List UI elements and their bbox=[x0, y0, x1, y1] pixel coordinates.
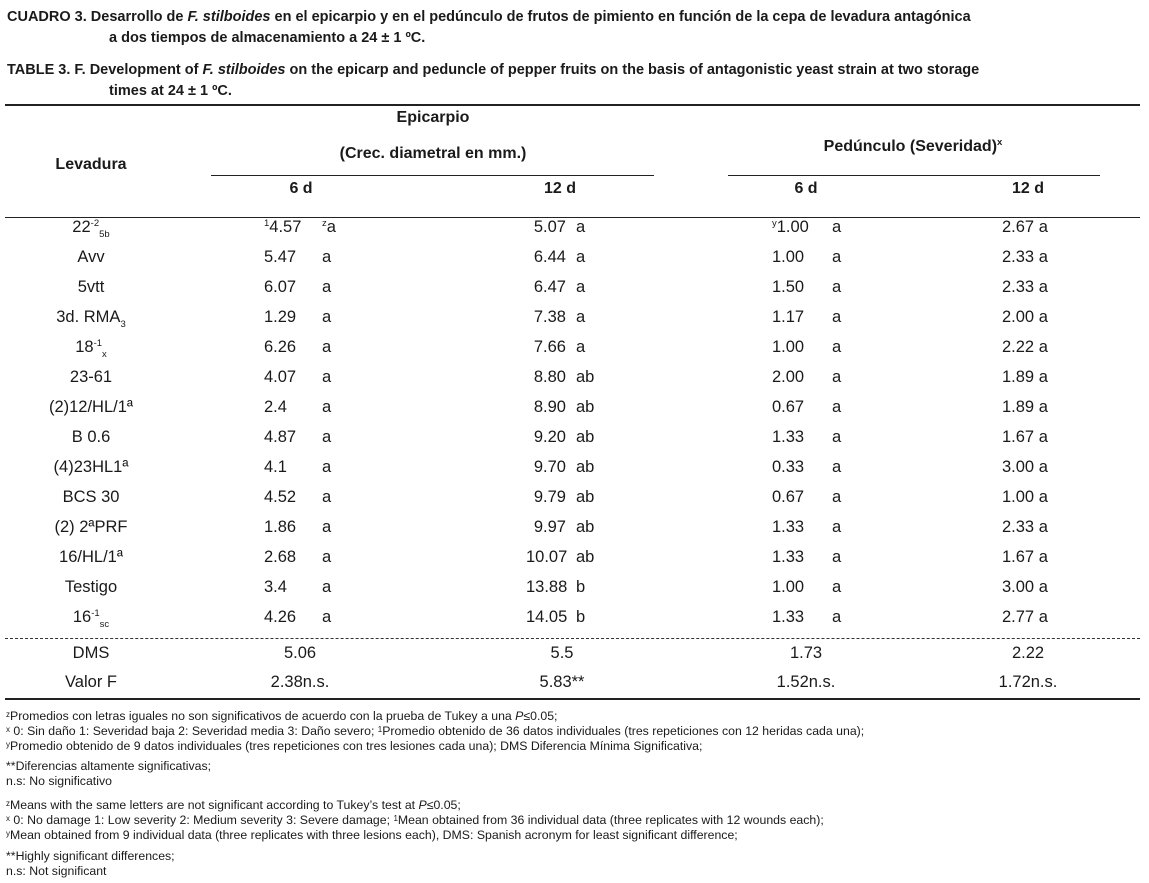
caption-en-species: F. stilboides bbox=[202, 62, 286, 78]
ped-12d-value: 2.22 a bbox=[1002, 338, 1048, 356]
ped-6d-letter: a bbox=[832, 548, 842, 566]
header-pedunculo bbox=[760, 137, 1066, 156]
footnote-text: n.s: No significativo bbox=[6, 774, 112, 788]
ped-6d-letter: a bbox=[832, 218, 842, 236]
epi-6d-value bbox=[264, 578, 287, 597]
levadura-name: Testigo bbox=[64, 578, 118, 596]
levadura-subscript: sc bbox=[99, 619, 110, 630]
stats-dashed-rule bbox=[5, 638, 1140, 639]
epi-6d-letter bbox=[322, 368, 331, 387]
footnote-text: 0: Sin daño 1: Severidad baja 2: Severidad media 3: Daño severo; bbox=[10, 724, 378, 738]
epi-6d-value bbox=[264, 548, 296, 567]
epi-12d-number: 9.70 bbox=[533, 458, 566, 476]
table-top-rule bbox=[5, 104, 1140, 106]
row-levadura bbox=[0, 578, 182, 597]
epi-12d-number: 5.07 bbox=[533, 218, 566, 236]
ped-12d-value: 1.67 a bbox=[1002, 548, 1048, 566]
row-levadura bbox=[0, 458, 182, 477]
epi-6d-letter-text: a bbox=[322, 368, 332, 386]
footnote-italic: P bbox=[418, 798, 427, 812]
epi-12d-number: 9.79 bbox=[533, 488, 566, 506]
header-epi-12d: 12 d bbox=[543, 180, 576, 197]
footnote-mark: y bbox=[6, 829, 10, 838]
epi-6d-letter-text: a bbox=[322, 608, 332, 626]
stat-epi-6d: 2.38n.s. bbox=[270, 673, 330, 691]
row-levadura bbox=[0, 218, 182, 240]
ped-6d-letter: a bbox=[832, 368, 842, 386]
epi-12d-number: 6.47 bbox=[533, 278, 566, 296]
epi-6d-letter-text: a bbox=[322, 428, 332, 446]
epi-6d-letter bbox=[322, 428, 331, 447]
epi-6d-letter-text: a bbox=[322, 548, 332, 566]
levadura-name: BCS 30 bbox=[62, 488, 120, 506]
levadura-superscript: -2 bbox=[90, 218, 100, 229]
footnote-mark: x bbox=[6, 725, 10, 734]
footnote-mark: y bbox=[6, 740, 10, 749]
epi-12d-letter: a bbox=[576, 308, 586, 326]
ped-6d-value bbox=[772, 248, 804, 267]
levadura-subscript: 5b bbox=[99, 229, 110, 240]
stat-epi-12d: 5.83** bbox=[539, 673, 585, 691]
epi-12d-letter: a bbox=[576, 248, 586, 266]
epi-12d-number: 10.07 bbox=[526, 548, 568, 566]
footnote-line bbox=[6, 849, 175, 864]
footnote-mark: x bbox=[6, 814, 10, 823]
ped-6d-number: 1.33 bbox=[772, 518, 805, 536]
epi-12d-letter: ab bbox=[576, 458, 595, 476]
ped-6d-number: 1.33 bbox=[772, 428, 805, 446]
epi-6d-letter-text: a bbox=[322, 398, 332, 416]
epi-12d-letter: a bbox=[576, 218, 586, 236]
stat-ped-12d: 2.22 bbox=[1011, 644, 1045, 662]
footnote-tail: ≤0.05; bbox=[426, 798, 461, 812]
epi-12d-letter: ab bbox=[576, 488, 595, 506]
ped-6d-number: 1.00 bbox=[772, 338, 805, 356]
ped-6d-value bbox=[772, 608, 804, 627]
ped-6d-letter: a bbox=[832, 518, 842, 536]
ped-12d-value: 1.89 a bbox=[1002, 398, 1048, 416]
epi-6d-value bbox=[264, 338, 296, 357]
row-levadura bbox=[0, 338, 182, 360]
header-epicarpio-sub: (Crec. diametral en mm.) bbox=[339, 145, 527, 162]
caption-en-line2: times at 24 ± 1 ºC. bbox=[109, 83, 232, 99]
epicarpio-rule bbox=[211, 175, 654, 176]
epi-6d-footnote-mark: 1 bbox=[264, 218, 270, 229]
levadura-subscript: 3 bbox=[120, 319, 126, 330]
epi-6d-letter-text: a bbox=[322, 248, 332, 266]
stat-epi-12d: 5.5 bbox=[550, 644, 574, 662]
epi-6d-letter-text: a bbox=[322, 308, 332, 326]
row-levadura bbox=[0, 608, 182, 630]
ped-6d-letter: a bbox=[832, 488, 842, 506]
levadura-subscript: x bbox=[102, 349, 107, 360]
row-levadura bbox=[0, 488, 182, 507]
caption-es-species: F. stilboides bbox=[187, 9, 271, 25]
caption-spanish bbox=[7, 7, 1142, 49]
ped-6d-letter: a bbox=[832, 248, 842, 266]
footnote-text: Promedios con letras iguales no son significativos de acuerdo con la prueba de Tukey a una bbox=[10, 709, 516, 723]
stat-label: DMS bbox=[72, 644, 110, 662]
header-pedunculo-mark: x bbox=[997, 137, 1003, 148]
epi-6d-letter bbox=[322, 308, 331, 327]
footnote-mark-secondary: 1 bbox=[393, 814, 398, 823]
header-ped-12d: 12 d bbox=[1011, 180, 1044, 197]
caption-es-rest: en el epicarpio y en el pedúnculo de frutos de pimiento en función de la cepa de levadura antagónica bbox=[270, 9, 971, 25]
epi-12d-number: 6.44 bbox=[533, 248, 566, 266]
ped-6d-letter: a bbox=[832, 308, 842, 326]
header-epicarpio: Epicarpio bbox=[396, 109, 470, 126]
caption-es-line2: a dos tiempos de almacenamiento a 24 ± 1 ºC. bbox=[109, 30, 426, 46]
footnote-line bbox=[6, 737, 702, 754]
epi-6d-number: 4.26 bbox=[264, 608, 297, 626]
ped-6d-value bbox=[772, 578, 804, 597]
ped-6d-letter: a bbox=[832, 428, 842, 446]
footnote-italic: P bbox=[515, 709, 524, 723]
ped-12d-value: 3.00 a bbox=[1002, 578, 1048, 596]
epi-12d-number: 7.38 bbox=[533, 308, 566, 326]
levadura-name: 16 bbox=[72, 608, 92, 626]
epi-12d-letter: a bbox=[576, 338, 586, 356]
epi-6d-number: 5.47 bbox=[264, 248, 297, 266]
ped-12d-value: 2.77 a bbox=[1002, 608, 1048, 626]
epi-6d-letter bbox=[322, 578, 331, 597]
ped-6d-letter: a bbox=[832, 338, 842, 356]
stat-ped-6d: 1.52n.s. bbox=[776, 673, 836, 691]
epi-6d-letter bbox=[322, 218, 336, 237]
ped-6d-number: 1.33 bbox=[772, 608, 805, 626]
epi-12d-letter: b bbox=[576, 578, 586, 596]
epi-6d-number: 1.29 bbox=[264, 308, 297, 326]
levadura-name: (2) 2ªPRF bbox=[54, 518, 128, 536]
ped-12d-value: 2.33 a bbox=[1002, 278, 1048, 296]
caption-english bbox=[7, 60, 1142, 102]
footnote-text: n.s: Not significant bbox=[6, 864, 107, 878]
epi-6d-value bbox=[264, 368, 296, 387]
epi-6d-number: 2.4 bbox=[264, 398, 287, 416]
ped-6d-number: 1.00 bbox=[772, 578, 805, 596]
stat-epi-6d: 5.06 bbox=[283, 644, 317, 662]
ped-12d-value: 2.33 a bbox=[1002, 248, 1048, 266]
epi-6d-letter bbox=[322, 338, 331, 357]
levadura-name: 23-61 bbox=[69, 368, 113, 386]
ped-6d-letter: a bbox=[832, 398, 842, 416]
epi-12d-number: 9.97 bbox=[533, 518, 566, 536]
ped-6d-value bbox=[772, 308, 804, 327]
epi-6d-letter bbox=[322, 278, 331, 297]
ped-6d-value bbox=[772, 338, 804, 357]
epi-6d-number: 4.52 bbox=[264, 488, 297, 506]
epi-6d-value bbox=[264, 218, 301, 237]
ped-12d-value: 2.00 a bbox=[1002, 308, 1048, 326]
epi-12d-letter: a bbox=[576, 278, 586, 296]
epi-12d-number: 7.66 bbox=[533, 338, 566, 356]
epi-6d-letter-mark: z bbox=[322, 218, 327, 229]
epi-12d-number: 9.20 bbox=[533, 428, 566, 446]
footnote-tail: ≤0.05; bbox=[523, 709, 558, 723]
footnote-mark-secondary: 1 bbox=[377, 725, 383, 734]
epi-6d-number: 6.26 bbox=[264, 338, 297, 356]
ped-6d-number: 0.67 bbox=[772, 488, 805, 506]
levadura-name: (2)12/HL/1ª bbox=[48, 398, 134, 416]
footnote-mark: z bbox=[6, 799, 10, 808]
levadura-name: 16/HL/1ª bbox=[59, 548, 123, 566]
epi-6d-number: 3.4 bbox=[264, 578, 287, 596]
ped-6d-letter: a bbox=[832, 608, 842, 626]
ped-6d-value bbox=[772, 548, 804, 567]
footnote-text: Means with the same letters are not significant according to Tukey’s test at bbox=[10, 798, 419, 812]
ped-6d-letter: a bbox=[832, 458, 842, 476]
epi-6d-letter-text: a bbox=[322, 278, 332, 296]
footnote-line bbox=[6, 826, 738, 843]
ped-6d-number: 1.00 bbox=[772, 248, 805, 266]
pedunculo-rule bbox=[728, 175, 1100, 176]
epi-6d-letter-text: a bbox=[322, 458, 332, 476]
ped-6d-value bbox=[772, 458, 804, 477]
ped-6d-value bbox=[772, 278, 804, 297]
epi-6d-number: 1.86 bbox=[264, 518, 297, 536]
ped-6d-value bbox=[772, 518, 804, 537]
epi-6d-number: 4.1 bbox=[264, 458, 287, 476]
stat-label: Valor F bbox=[65, 673, 117, 691]
epi-6d-number: 6.07 bbox=[264, 278, 297, 296]
ped-12d-value: 3.00 a bbox=[1002, 458, 1048, 476]
table-bottom-rule bbox=[5, 698, 1140, 700]
epi-6d-value bbox=[264, 518, 296, 537]
footnote-line bbox=[6, 759, 211, 774]
epi-6d-value bbox=[264, 608, 296, 627]
ped-6d-value bbox=[772, 488, 804, 507]
footnote-text: Promedio obtenido de 9 datos individuales (tres repeticiones con tres lesiones cada una); DMS Diferencia Mínima Significativa; bbox=[10, 739, 703, 753]
epi-6d-letter bbox=[322, 458, 331, 477]
ped-6d-value bbox=[772, 218, 809, 237]
epi-12d-number: 13.88 bbox=[526, 578, 568, 596]
caption-en-rest: on the epicarp and peduncle of pepper fruits on the basis of antagonistic yeast strain at two storage bbox=[285, 62, 980, 78]
epi-6d-letter bbox=[322, 518, 331, 537]
ped-12d-value: 1.89 a bbox=[1002, 368, 1048, 386]
footnote-tail: Mean obtained from 36 individual data (three replicates with 12 wounds each); bbox=[397, 813, 824, 827]
levadura-superscript: -1 bbox=[91, 608, 100, 619]
footnote-text: **Highly significant differences; bbox=[6, 849, 175, 863]
caption-en-label: TABLE 3. F. Development of bbox=[7, 62, 203, 78]
footnote-text: **Diferencias altamente significativas; bbox=[6, 759, 212, 773]
epi-12d-letter: ab bbox=[576, 518, 595, 536]
ped-6d-value bbox=[772, 368, 804, 387]
levadura-name: 22 bbox=[72, 218, 91, 236]
epi-6d-letter bbox=[322, 248, 331, 267]
epi-6d-number: 2.68 bbox=[264, 548, 297, 566]
footnote-mark: z bbox=[6, 710, 10, 719]
levadura-name: B 0.6 bbox=[71, 428, 111, 446]
footnote-tail: Promedio obtenido de 36 datos individuales (tres repeticiones con 12 heridas cada una); bbox=[382, 724, 865, 738]
epi-6d-letter-text: a bbox=[322, 578, 332, 596]
epi-12d-letter: ab bbox=[576, 548, 595, 566]
ped-6d-footnote-mark: y bbox=[772, 218, 777, 229]
row-levadura bbox=[0, 368, 182, 387]
ped-6d-number: 1.17 bbox=[772, 308, 805, 326]
row-levadura bbox=[0, 428, 182, 447]
row-levadura bbox=[0, 308, 182, 330]
epi-6d-letter bbox=[322, 488, 331, 507]
header-levadura: Levadura bbox=[55, 156, 127, 173]
ped-6d-letter: a bbox=[832, 278, 842, 296]
epi-6d-letter bbox=[322, 608, 331, 627]
epi-6d-letter bbox=[322, 398, 331, 417]
epi-6d-letter-text: a bbox=[322, 518, 332, 536]
epi-6d-value bbox=[264, 248, 296, 267]
epi-6d-value bbox=[264, 488, 296, 507]
header-epi-6d: 6 d bbox=[289, 180, 313, 197]
epi-12d-letter: ab bbox=[576, 368, 595, 386]
epi-12d-letter: b bbox=[576, 608, 586, 626]
ped-6d-number: 0.67 bbox=[772, 398, 805, 416]
epi-12d-number: 8.80 bbox=[533, 368, 566, 386]
row-levadura bbox=[0, 248, 182, 267]
ped-6d-letter: a bbox=[832, 578, 842, 596]
levadura-name: (4)23HL1ª bbox=[53, 458, 129, 476]
epi-6d-letter-text: a bbox=[326, 218, 336, 236]
epi-6d-value bbox=[264, 278, 296, 297]
epi-6d-letter-text: a bbox=[322, 338, 332, 356]
footnote-text: 0: No damage 1: Low severity 2: Medium severity 3: Severe damage; bbox=[10, 813, 394, 827]
epi-6d-value bbox=[264, 428, 296, 447]
header-pedunculo-label: Pedúnculo (Severidad) bbox=[823, 138, 998, 155]
ped-6d-number: 2.00 bbox=[772, 368, 805, 386]
levadura-superscript: -1 bbox=[93, 338, 103, 349]
epi-6d-letter bbox=[322, 548, 331, 567]
footnote-line bbox=[6, 774, 112, 789]
epi-6d-value bbox=[264, 308, 296, 327]
row-levadura bbox=[0, 278, 182, 297]
epi-6d-letter-text: a bbox=[322, 488, 332, 506]
epi-12d-number: 8.90 bbox=[533, 398, 566, 416]
ped-6d-number: 1.33 bbox=[772, 548, 805, 566]
header-ped-6d: 6 d bbox=[794, 180, 818, 197]
epi-12d-number: 14.05 bbox=[526, 608, 568, 626]
ped-12d-value: 2.67 a bbox=[1002, 218, 1048, 236]
levadura-name: 5vtt bbox=[77, 278, 105, 296]
ped-6d-number: 1.50 bbox=[772, 278, 805, 296]
levadura-name: Avv bbox=[77, 248, 105, 266]
epi-6d-number: 4.87 bbox=[264, 428, 297, 446]
epi-12d-letter: ab bbox=[576, 398, 595, 416]
epi-6d-number: 4.07 bbox=[264, 368, 297, 386]
ped-6d-number: 1.00 bbox=[776, 218, 809, 236]
levadura-name: 3d. RMA bbox=[56, 308, 121, 326]
ped-12d-value: 2.33 a bbox=[1002, 518, 1048, 536]
ped-6d-number: 0.33 bbox=[772, 458, 805, 476]
epi-6d-value bbox=[264, 398, 287, 417]
stat-ped-6d: 1.73 bbox=[789, 644, 823, 662]
footnote-line bbox=[6, 864, 106, 879]
caption-es-label: CUADRO 3. Desarrollo de bbox=[7, 9, 188, 25]
footnote-text: Mean obtained from 9 individual data (three replicates with three lesions each), DMS: Spanish acronym for least significant difference; bbox=[10, 828, 738, 842]
epi-6d-value bbox=[264, 458, 287, 477]
epi-6d-number: 4.57 bbox=[269, 218, 302, 236]
row-levadura bbox=[0, 548, 182, 567]
ped-12d-value: 1.67 a bbox=[1002, 428, 1048, 446]
levadura-name: 18 bbox=[75, 338, 94, 356]
row-levadura bbox=[0, 398, 182, 417]
row-levadura bbox=[0, 518, 182, 537]
ped-12d-value: 1.00 a bbox=[1002, 488, 1048, 506]
ped-6d-value bbox=[772, 398, 804, 417]
ped-6d-value bbox=[772, 428, 804, 447]
epi-12d-letter: ab bbox=[576, 428, 595, 446]
stat-ped-12d: 1.72n.s. bbox=[998, 673, 1058, 691]
